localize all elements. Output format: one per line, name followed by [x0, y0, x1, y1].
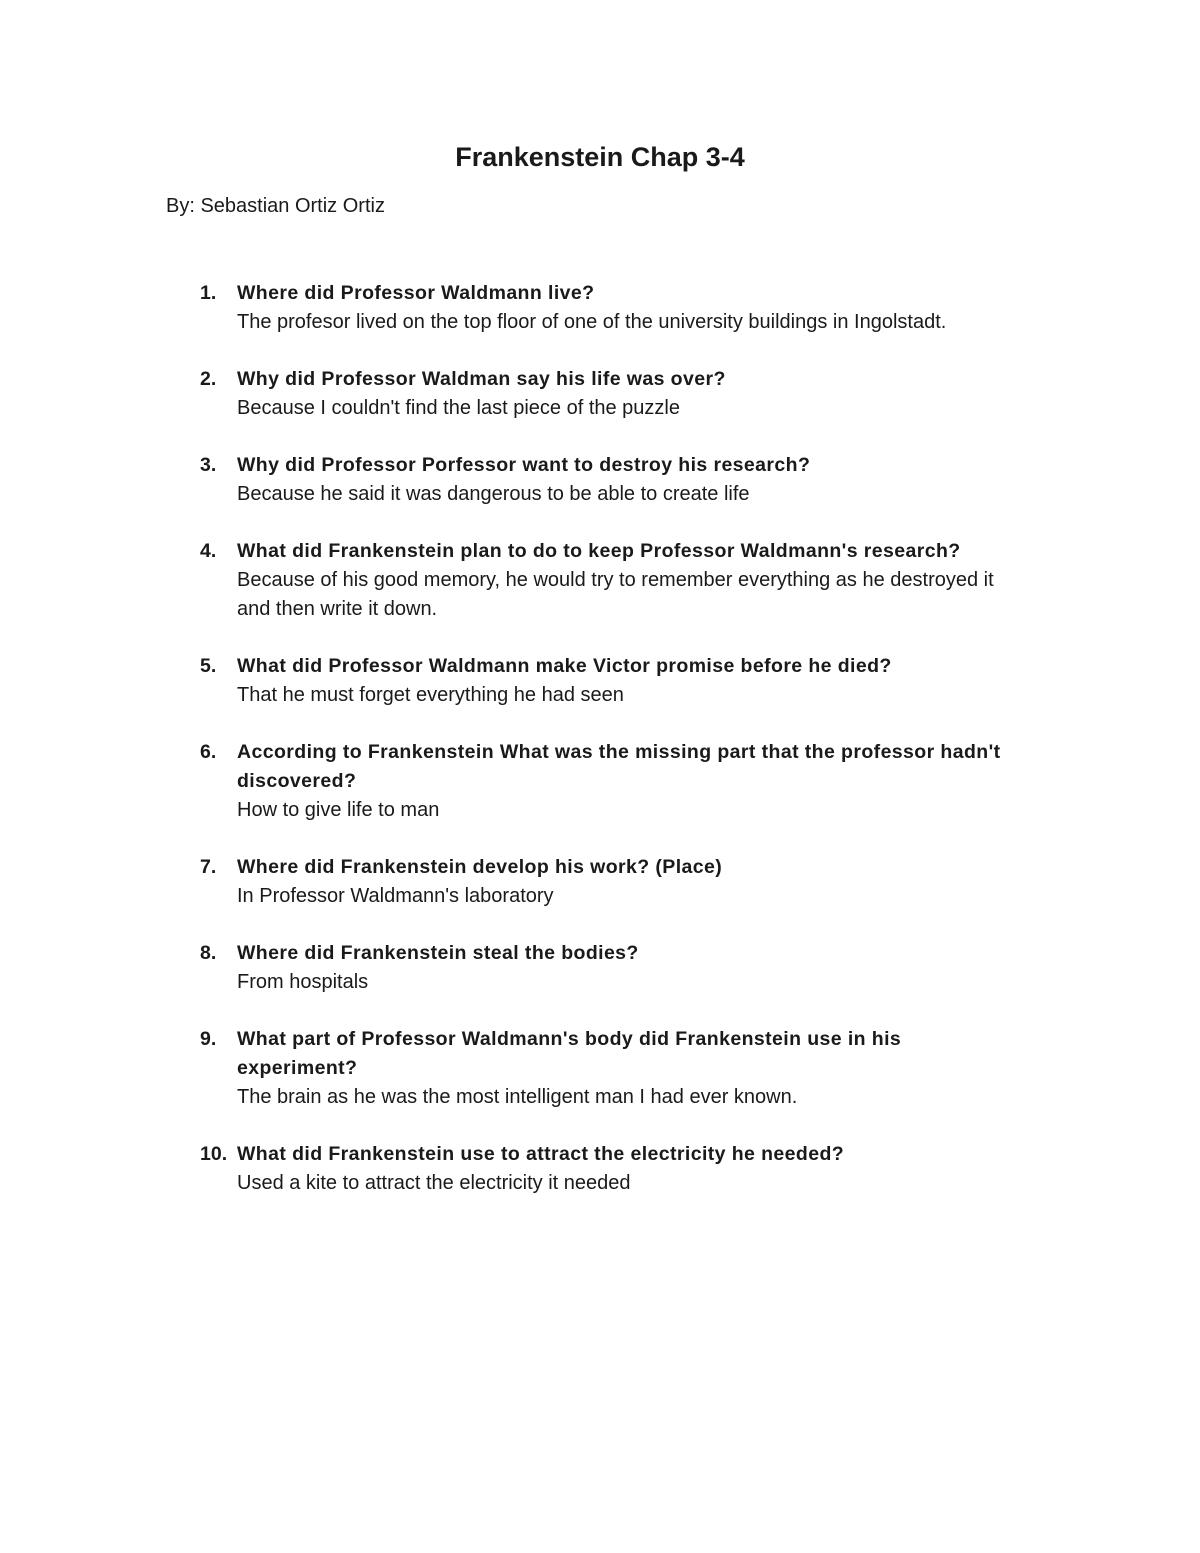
item-number: 8.: [200, 942, 217, 964]
answer-text: Because of his good memory, he would try to remember everything as he destroyed it and then write it down.: [237, 569, 994, 620]
answer-text: From hospitals: [237, 971, 369, 993]
answer-text: Used a kite to attract the electricity it needed: [237, 1172, 631, 1194]
author-byline: By: Sebastian Ortiz Ortiz: [166, 195, 385, 217]
item-number: 6.: [200, 741, 217, 763]
answer-text: How to give life to man: [237, 799, 440, 821]
question-text: What did Professor Waldmann make Victor promise before he died?: [237, 655, 892, 677]
item-number: 1.: [200, 282, 217, 304]
item-number: 5.: [200, 655, 217, 677]
list-item: [0, 738, 1200, 825]
answer-text: Because I couldn't find the last piece of the puzzle: [237, 397, 680, 419]
item-number: 2.: [200, 368, 217, 390]
item-number: 10.: [200, 1143, 228, 1165]
question-text: Why did Professor Porfessor want to destroy his research?: [237, 454, 811, 476]
list-item: [0, 279, 1200, 337]
list-item: [0, 365, 1200, 423]
answer-text: The profesor lived on the top floor of one of the university buildings in Ingolstadt.: [237, 311, 947, 333]
list-item: [0, 853, 1200, 911]
list-item: [0, 537, 1200, 624]
question-text: Where did Frankenstein develop his work? (Place): [237, 856, 723, 878]
question-text: What part of Professor Waldmann's body did Frankenstein use in his experiment?: [237, 1028, 902, 1079]
item-number: 4.: [200, 540, 217, 562]
question-text: What did Frankenstein use to attract the electricity he needed?: [237, 1143, 845, 1165]
question-text: Why did Professor Waldman say his life was over?: [237, 368, 726, 390]
document-title: Frankenstein Chap 3-4: [455, 142, 745, 172]
list-item: [0, 1025, 1200, 1112]
question-text: Where did Frankenstein steal the bodies?: [237, 942, 639, 964]
answer-text: The brain as he was the most intelligent man I had ever known.: [237, 1086, 798, 1108]
item-number: 7.: [200, 856, 217, 878]
list-item: [0, 451, 1200, 509]
question-text: According to Frankenstein What was the missing part that the professor hadn't discovered?: [237, 741, 1001, 792]
item-number: 9.: [200, 1028, 217, 1050]
question-text: Where did Professor Waldmann live?: [237, 282, 595, 304]
list-item: [0, 1140, 1200, 1198]
question-list: [0, 279, 1200, 1226]
answer-text: That he must forget everything he had seen: [237, 684, 624, 706]
item-number: 3.: [200, 454, 217, 476]
answer-text: Because he said it was dangerous to be able to create life: [237, 483, 750, 505]
list-item: [0, 652, 1200, 710]
list-item: [0, 939, 1200, 997]
answer-text: In Professor Waldmann's laboratory: [237, 885, 554, 907]
question-text: What did Frankenstein plan to do to keep Professor Waldmann's research?: [237, 540, 961, 562]
